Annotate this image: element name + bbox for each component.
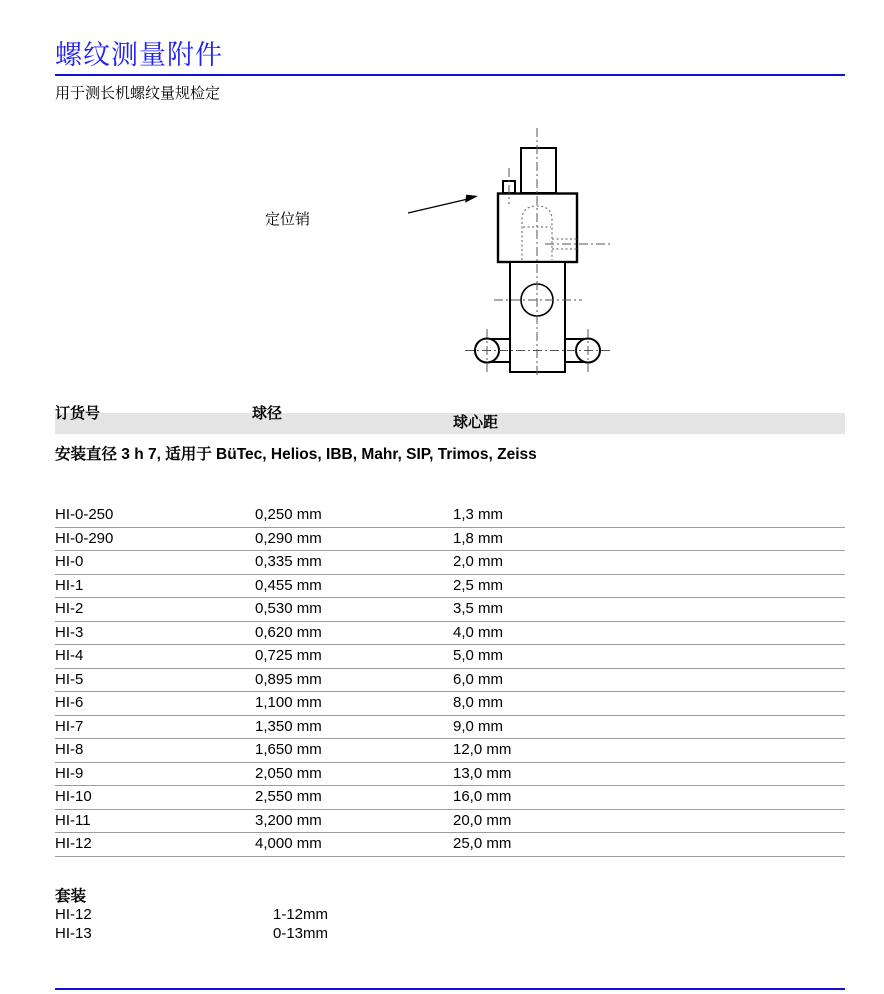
cell-ball-diameter: 1,350 mm <box>255 717 322 735</box>
cell-range: 0-13mm <box>273 924 329 942</box>
cell-center-distance: 1,8 mm <box>453 529 504 547</box>
table-row <box>55 575 845 599</box>
sets-table <box>55 906 555 943</box>
cell-ball-diameter: 0,335 mm <box>255 553 322 570</box>
parts-table-body <box>55 504 845 857</box>
table-row <box>55 669 845 693</box>
cell-center-distance: 25,0 mm <box>453 835 512 852</box>
cell-order-no: HI-6 <box>55 694 84 711</box>
set-row <box>55 906 555 925</box>
cell-ball-diameter: 1,100 mm <box>255 694 322 711</box>
cell-ball-diameter: 0,530 mm <box>255 600 322 617</box>
cell-center-distance: 2,5 mm <box>453 576 504 594</box>
table-row <box>55 692 845 716</box>
cell-ball-diameter: 4,000 mm <box>255 835 322 852</box>
cell-order-no: HI-11 <box>55 811 91 829</box>
cell-ball-diameter: 0,895 mm <box>255 670 322 688</box>
cell-order-no: HI-4 <box>55 647 84 664</box>
page-title: 螺纹测量附件 <box>55 40 223 71</box>
cell-center-distance: 12,0 mm <box>453 741 512 758</box>
cell-center-distance: 3,5 mm <box>453 600 504 617</box>
cell-order-no: HI-10 <box>55 788 92 805</box>
cell-range: 1-12mm <box>273 906 329 923</box>
cell-center-distance: 1,3 mm <box>453 506 504 523</box>
cell-center-distance: 4,0 mm <box>453 623 504 641</box>
cell-center-distance: 8,0 mm <box>453 694 504 711</box>
cell-center-distance: 16,0 mm <box>453 788 512 805</box>
cell-ball-diameter: 0,290 mm <box>255 529 322 547</box>
header-center-distance: 球心距 <box>453 414 499 431</box>
table-row <box>55 551 845 575</box>
cell-center-distance: 5,0 mm <box>453 647 504 664</box>
cell-ball-diameter: 0,455 mm <box>255 576 322 594</box>
callout-arrow-head <box>465 195 478 203</box>
cell-order-no: HI-0 <box>55 553 84 570</box>
cell-order-no: HI-13 <box>55 924 92 942</box>
cell-order-no: HI-12 <box>55 906 92 923</box>
table-row <box>55 763 845 787</box>
cell-center-distance: 20,0 mm <box>453 811 512 829</box>
cell-order-no: HI-0-290 <box>55 529 114 547</box>
cell-center-distance: 13,0 mm <box>453 764 512 782</box>
cell-order-no: HI-8 <box>55 741 84 758</box>
table-row <box>55 786 845 810</box>
cell-order-no: HI-2 <box>55 600 84 617</box>
table-group-title: 安装直径 3 h 7, 适用于 BüTec, Helios, IBB, Mahr, SIP, Trimos, Zeiss <box>55 446 537 463</box>
cell-ball-diameter: 0,725 mm <box>255 647 322 664</box>
cell-center-distance: 6,0 mm <box>453 670 504 688</box>
cell-ball-diameter: 1,650 mm <box>255 741 322 758</box>
title-rule <box>55 74 845 76</box>
cell-order-no: HI-12 <box>55 835 92 852</box>
header-ball-diameter: 球径 <box>252 405 283 422</box>
cell-order-no: HI-1 <box>55 576 84 594</box>
cell-order-no: HI-9 <box>55 764 84 782</box>
cell-ball-diameter: 0,620 mm <box>255 623 322 641</box>
table-row <box>55 833 845 857</box>
header-order-no: 订货号 <box>55 405 101 422</box>
cell-order-no: HI-5 <box>55 670 84 688</box>
table-row <box>55 528 845 552</box>
cell-ball-diameter: 2,550 mm <box>255 788 322 805</box>
table-row <box>55 716 845 740</box>
cell-center-distance: 9,0 mm <box>453 717 504 735</box>
cell-order-no: HI-7 <box>55 717 84 735</box>
pin-callout <box>265 195 478 228</box>
technical-drawing <box>240 118 700 398</box>
table-row <box>55 598 845 622</box>
cell-ball-diameter: 0,250 mm <box>255 506 322 523</box>
cell-ball-diameter: 2,050 mm <box>255 764 322 782</box>
table-row <box>55 739 845 763</box>
bottom-rule <box>55 988 845 990</box>
table-row <box>55 504 845 528</box>
cell-order-no: HI-3 <box>55 623 84 641</box>
cell-ball-diameter: 3,200 mm <box>255 811 322 829</box>
cell-center-distance: 2,0 mm <box>453 553 504 570</box>
cell-order-no: HI-0-250 <box>55 506 114 523</box>
table-row <box>55 645 845 669</box>
callout-arrow-line <box>408 199 468 213</box>
page-subtitle: 用于测长机螺纹量规检定 <box>55 84 221 102</box>
pin-label: 定位销 <box>265 210 311 228</box>
table-header-row <box>55 405 845 434</box>
top-shaft <box>521 148 556 193</box>
sets-title: 套装 <box>55 888 87 905</box>
set-row <box>55 925 555 944</box>
table-row <box>55 810 845 834</box>
table-row <box>55 622 845 646</box>
